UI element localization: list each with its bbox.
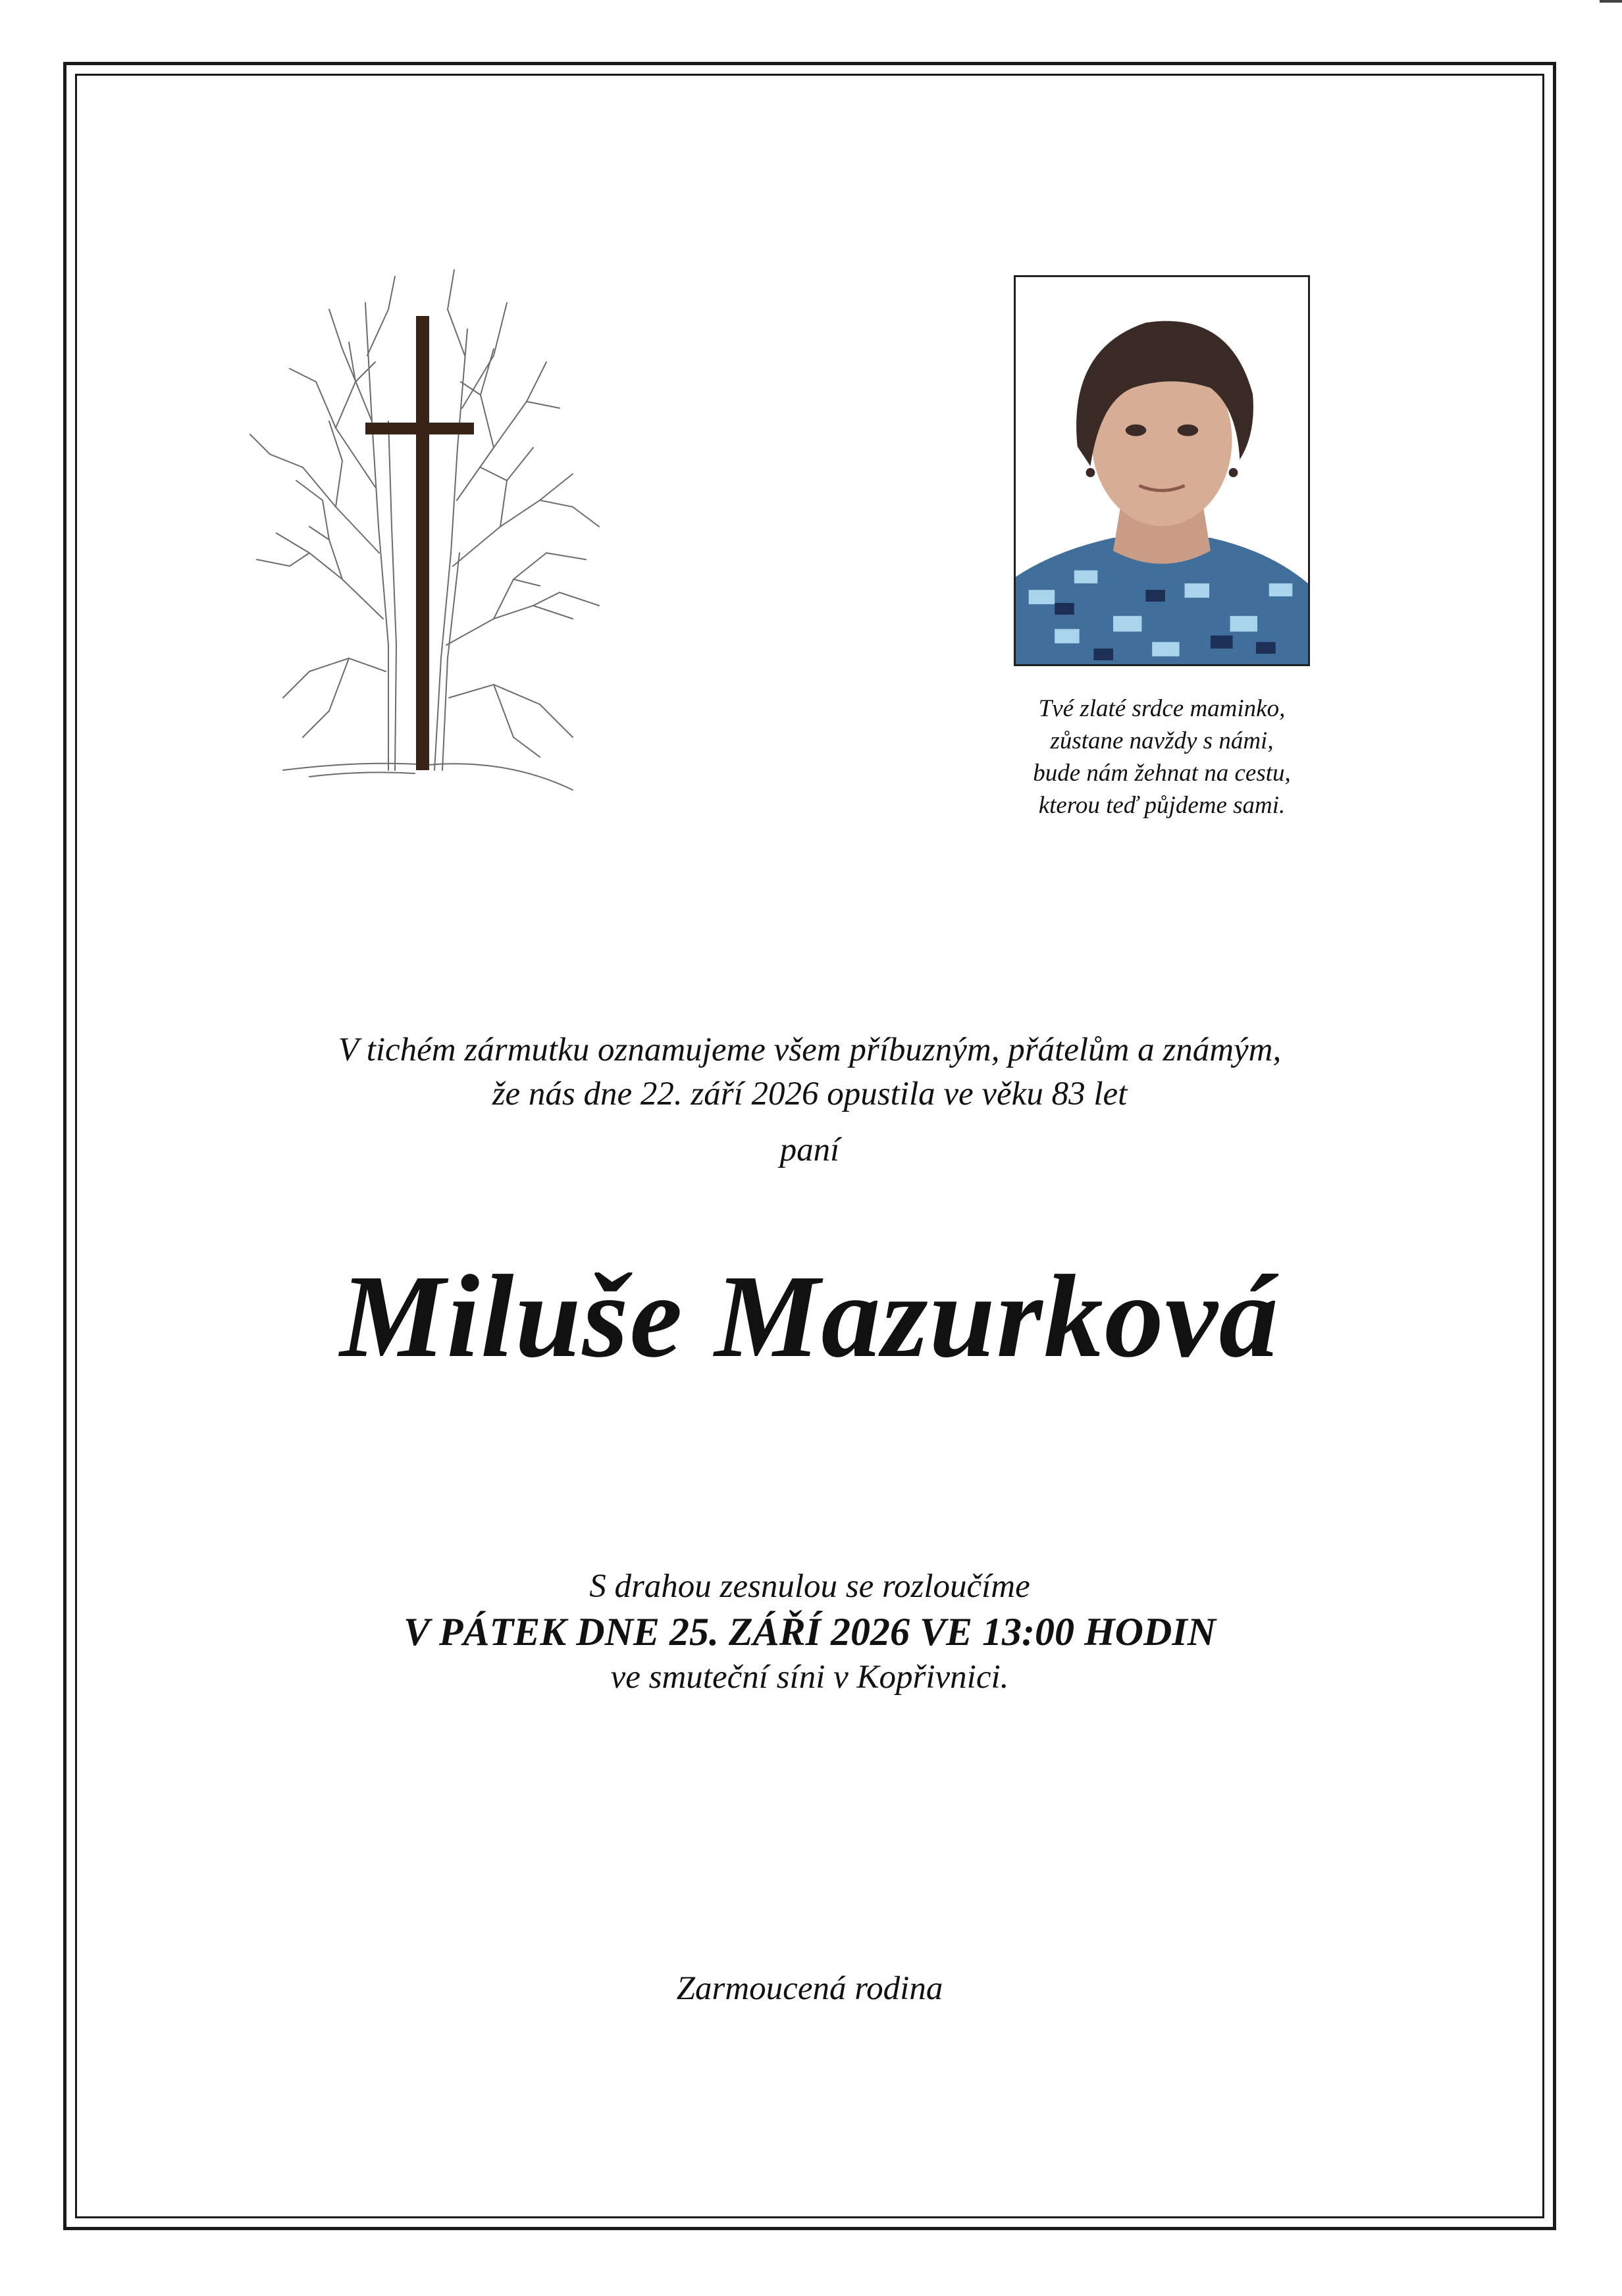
poem-line: bude nám žehnat na cestu, [1033, 760, 1291, 787]
honorific: paní [779, 1132, 840, 1168]
poem-line: kterou teď půjdeme sami. [1038, 792, 1286, 819]
scan-edge-line [1600, 0, 1622, 3]
farewell-block [99, 1565, 1521, 1698]
poem-line: zůstane navždy s námi, [1050, 727, 1274, 754]
farewell-place: ve smuteční síni v Kopřivnici. [610, 1659, 1009, 1696]
announcement-text [99, 1028, 1521, 1116]
announcement-line-1: V tichém zármutku oznamujeme všem příbuzným, přátelům a známým, [338, 1031, 1282, 1068]
portrait-photo [1014, 275, 1310, 666]
tree-with-cross-icon [230, 250, 619, 803]
family-signature: Zarmoucená rodina [676, 1970, 943, 2007]
deceased-name: Miluše Mazurková [340, 1251, 1280, 1382]
farewell-intro: S drahou zesnulou se rozloučíme [589, 1568, 1030, 1605]
poem-verse [948, 692, 1376, 822]
farewell-datetime: V PÁTEK DNE 25. ZÁŘÍ 2026 VE 13:00 HODIN [403, 1610, 1216, 1654]
poem-line: Tvé zlaté srdce maminko, [1038, 695, 1286, 722]
announcement-line-2: že nás dne 22. září 2026 opustila ve věku 83 let [492, 1076, 1128, 1112]
